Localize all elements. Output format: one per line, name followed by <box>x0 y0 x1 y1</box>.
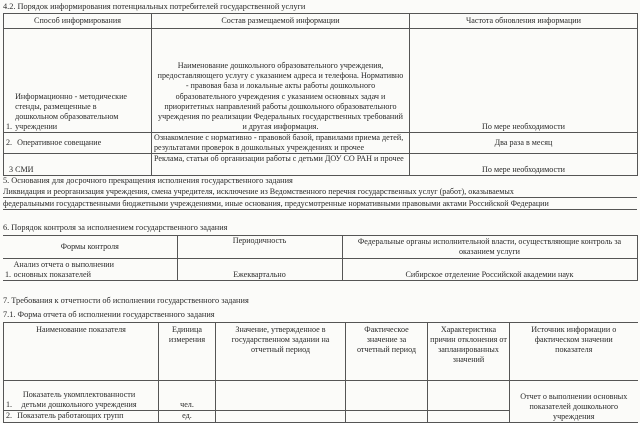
frequency-cell: Два раза в месяц <box>410 133 638 154</box>
control-form-cell: Анализ отчета о выполнении основных показателей <box>13 259 114 279</box>
indicator-name-cell: Показатель работающих групп <box>17 411 124 421</box>
header-authority: Федеральные органы исполнительной власти, осуществляющие контроль за оказанием услуги <box>342 236 637 259</box>
table-row <box>4 381 638 411</box>
termination-grounds-line-2: федеральными государственными бюджетными учреждениями, иные основания, предусмотренные нормативными правовыми актами Российской Федерации <box>3 199 637 210</box>
header-control-form: Формы контроля <box>3 236 177 259</box>
report-form-table <box>3 322 638 423</box>
frequency-cell: По мере необходимости <box>410 154 638 176</box>
header-unit: Единица измерения <box>159 323 216 381</box>
info-source-cell: Отчет о выполнении основных показателей дошкольного учреждения <box>510 381 638 423</box>
authority-cell: Сибирское отделение Российской академии наук <box>342 259 637 281</box>
table-row <box>4 133 638 154</box>
section-4-2-title: 4.2. Порядок информирования потенциальных потребителей государственной услуги <box>3 2 306 11</box>
content-cell: Наименование дошкольного образовательного учреждения, предоставляющего услугу с указанием адреса и телефона. Нормативно - правовая база и локальные акты работы дошкольного образовательного учреждения с указанием основных задач и приоритетных направлений работы дошкольного образовательного учреждения по реализации Федеральных государственных требований и другая информация. <box>152 29 410 133</box>
actual-value-cell <box>346 411 428 423</box>
header-info-source: Источник информации о фактическом значении показателя <box>510 323 638 381</box>
header-actual-value: Фактическое значение за отчетный период <box>346 323 428 381</box>
indicator-name-cell: Показатель укомплектованности детьми дошкольного учреждения <box>21 389 137 409</box>
section-7-1-title: 7.1. Форма отчета об исполнении государственного задания <box>3 310 215 319</box>
header-frequency: Частота обновления информации <box>410 14 638 29</box>
header-periodicity: Периодичность <box>177 236 342 259</box>
content-cell: Ознакомление с нормативно - правовой базой, правилами приема детей, результатами проверок в дошкольных учреждениях и прочее <box>152 133 410 154</box>
frequency-cell: По мере необходимости <box>410 29 638 133</box>
control-table <box>3 235 638 281</box>
table-row <box>4 154 638 176</box>
unit-cell: чел. <box>159 381 216 411</box>
deviation-reason-cell <box>428 411 510 423</box>
approved-value-cell <box>216 411 346 423</box>
row-number: 3 <box>9 165 14 175</box>
unit-cell: ед. <box>159 411 216 423</box>
table-row <box>3 259 637 281</box>
row-number: 2. <box>6 411 13 421</box>
section-5-title: 5. Основания для досрочного прекращения исполнения государственного задания <box>3 176 293 185</box>
row-number: 1. <box>5 269 12 279</box>
row-number: 1. <box>6 121 13 131</box>
deviation-reason-cell <box>428 381 510 411</box>
actual-value-cell <box>346 381 428 411</box>
header-approved-value: Значение, утвержденное в государственном задании на отчетный период <box>216 323 346 381</box>
method-cell: Информационно - методические стенды, размещенные в дошкольном образовательном учреждении <box>15 91 128 131</box>
periodicity-cell: Ежеквартально <box>177 259 342 281</box>
section-6-title: 6. Порядок контроля за исполнением государственного задания <box>3 223 228 232</box>
approved-value-cell <box>216 381 346 411</box>
section-7-title: 7. Требования к отчетности об исполнении государственного задания <box>3 296 249 305</box>
header-deviation-reason: Характеристика причин отклонения от запланированных значений <box>428 323 510 381</box>
method-cell: СМИ <box>15 165 34 175</box>
method-cell: Оперативное совещание <box>17 138 102 148</box>
header-indicator-name: Наименование показателя <box>4 323 159 381</box>
information-table <box>3 13 638 176</box>
header-method: Способ информирования <box>4 14 152 29</box>
table-row <box>4 29 638 133</box>
header-content: Состав размещаемой информации <box>152 14 410 29</box>
termination-grounds-line-1: Ликвидация и реорганизация учреждения, смена учредителя, исключение из Ведомственного перечня государственных услуг (работ), оказываемых <box>3 187 637 198</box>
row-number: 2. <box>6 138 13 148</box>
row-number: 1. <box>6 399 13 409</box>
content-cell: Реклама, статьи об организации работы с детьми ДОУ СО РАН и прочее <box>152 154 410 176</box>
